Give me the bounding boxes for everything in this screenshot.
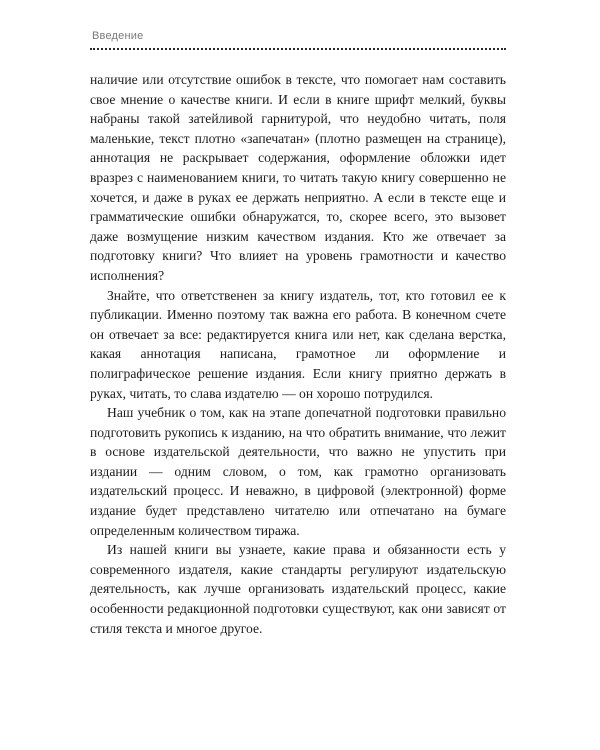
running-head: Введение	[92, 30, 144, 42]
paragraph-1: наличие или отсутствие ошибок в тексте, что помогает нам составить свое мнение о качестве книги. И если в книге шрифт мелкий, буквы набраны такой затейливой гарнитурой, что неудобно читать, поля маленькие, текст плотно «запечатан» (плотно размещен на странице), аннотация не раскрывает содержания, оформление обложки идет вразрез с наименованием книги, то читать такую книгу совершенно не хочется, и даже в руках ее держать неприятно. А если в тексте еще и грамматические ошибки обнаружатся, то, скорее всего, это вызовет даже возмущение низким качеством издания. Кто же отвечает за подготовку книги? Что влияет на уровень грамотности и качество исполнения?	[90, 72, 506, 283]
header-dotted-rule	[90, 48, 506, 50]
body-text	[90, 70, 506, 638]
paragraph-3: Наш учебник о том, как на этапе допечатной подготовки правильно подготовить рукопись к изданию, на что обратить внимание, что лежит в основе издательской деятельности, что важно не упустить при издании — одним словом, о том, как грамотно организовать издательский процесс. И неважно, в цифровой (электронной) форме издание будет представлено читателю или отпечатано на бумаге определенным количеством тиража.	[90, 405, 506, 538]
paragraph-2: Знайте, что ответственен за книгу издатель, тот, кто готовил ее к публикации. Именно поэтому так важна его работа. В конечном счете он отвечает за все: редактируется книга или нет, как сделана верстка, какая аннотация написана, грамотное ли оформление и полиграфическое решение издания. Если книгу приятно держать в руках, читать, то слава издателю — он хорошо потрудился.	[90, 287, 506, 401]
paragraph-4: Из нашей книги вы узнаете, какие права и обязанности есть у современного издателя, какие стандарты регулируют издательскую деятельность, как лучше организовать издательский процесс, какие особенности редакционной подготовки существуют, как они зависят от стиля текста и многое другое.	[90, 542, 506, 636]
